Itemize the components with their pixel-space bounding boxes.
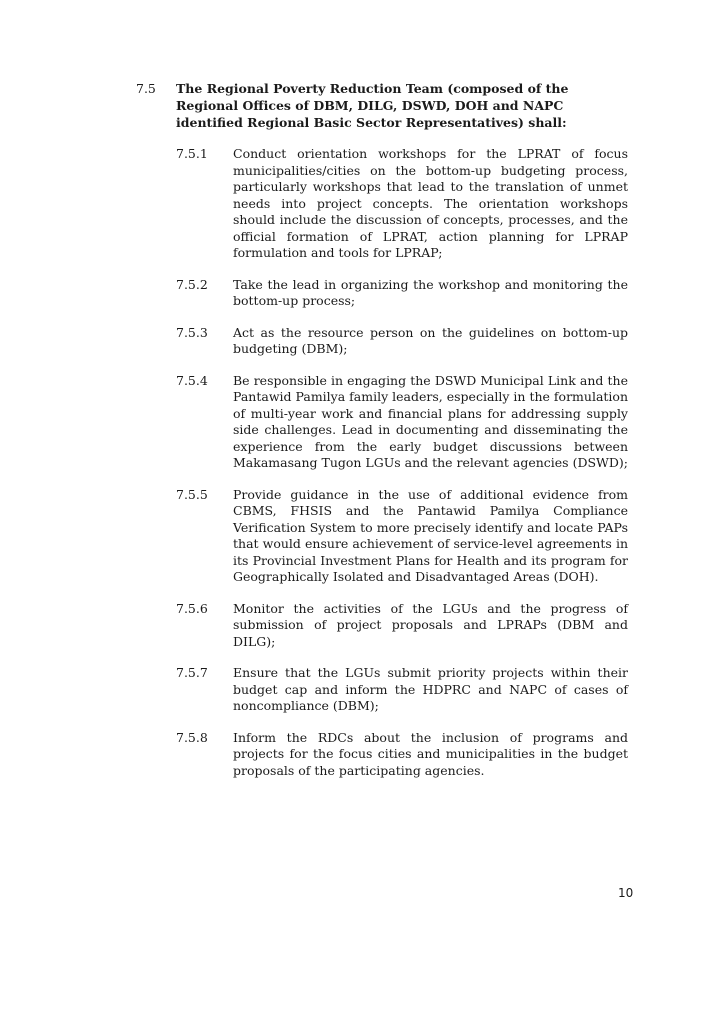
item-text: Be responsible in engaging the DSWD Municipal Link and the Pantawid Pamilya family leaders, especially in the formulation of multi-year work and financial plans for addressing supply side challenges. Lead in documenting and disseminating the experience from the early budget discussions between Makamasang Tugon LGUs and the relevant agencies (DSWD); [233,372,628,470]
item-number: 7.5.5 [176,486,208,502]
item-list [176,146,628,794]
list-item [176,373,628,472]
list-item [176,665,628,715]
item-number: 7.5.7 [176,665,208,680]
list-item [176,601,628,651]
list-item [176,325,628,358]
section-7-5 [136,80,636,131]
section-title: The Regional Poverty Reduction Team (composed of the Regional Offices of DBM, DILG, DSWD, DOH and NAPC identified Regional Basic Sector Representatives) shall: [176,81,569,130]
item-text: Ensure that the LGUs submit priority projects within their budget cap and inform the HDPRC and NAPC of cases of noncompliance (DBM); [233,665,628,713]
item-number: 7.5.1 [176,146,208,161]
item-number: 7.5.8 [176,729,208,745]
list-item [176,277,628,310]
item-number: 7.5.3 [176,324,208,340]
list-item [176,146,628,262]
item-text: Take the lead in organizing the workshop and monitoring the bottom-up process; [233,276,628,308]
section-number: 7.5 [136,81,156,96]
item-text: Monitor the activities of the LGUs and the progress of submission of project proposals and LPRAPs (DBM and DILG); [233,600,628,649]
item-number: 7.5.2 [176,276,208,292]
item-text: Act as the resource person on the guidelines on bottom-up budgeting (DBM); [233,324,628,356]
list-item [176,487,628,586]
item-text: Provide guidance in the use of additional evidence from CBMS, FHSIS and the Pantawid Pamilya Compliance Verification System to more precisely identify and locate PAPs that would ensure achievement of service-level agreements in its Provincial Investment Plans for Health and its program for Geographically Isolated and Disadvantaged Areas (DOH). [233,486,628,584]
list-item [176,730,628,780]
item-number: 7.5.6 [176,600,208,616]
item-text: Inform the RDCs about the inclusion of programs and projects for the focus cities and municipalities in the budget proposals of the participating agencies. [233,729,628,778]
item-number: 7.5.4 [176,372,208,388]
page-number: 10 [618,886,634,900]
section-heading [136,80,636,131]
item-text: Conduct orientation workshops for the LPRAT of focus municipalities/cities on the bottom-up budgeting process, particularly workshops that lead to the translation of unmet needs into project concepts. The orientation workshops should include the discussion of concepts, processes, and the official formation of LPRAT, action planning for LPRAP formulation and tools for LPRAP; [233,146,628,260]
